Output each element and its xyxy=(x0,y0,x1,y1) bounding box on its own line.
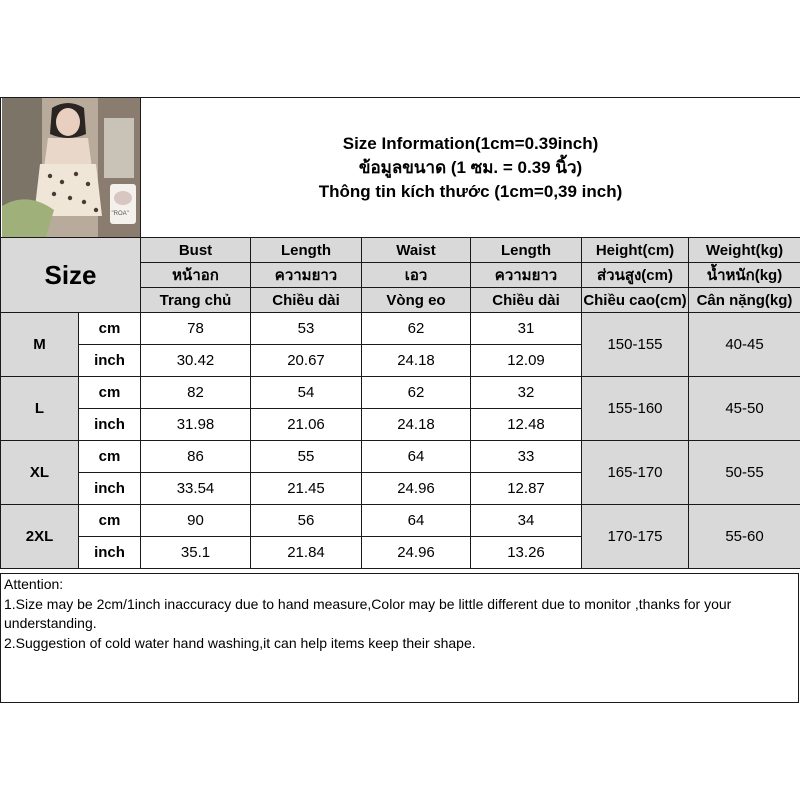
length-inch: 20.67 xyxy=(251,345,362,377)
size-table xyxy=(0,97,800,569)
unit-cm: cm xyxy=(79,505,141,537)
col-height-vi: Chiều cao(cm) xyxy=(582,288,689,313)
col-length-vi: Chiều dài xyxy=(251,288,362,313)
title-en: Size Information(1cm=0.39inch) xyxy=(342,133,599,153)
length-inch: 21.84 xyxy=(251,537,362,569)
size-name: M xyxy=(1,313,79,377)
length2-cm: 31 xyxy=(471,313,582,345)
waist-inch: 24.96 xyxy=(362,473,471,505)
col-waist-vi: Vòng eo xyxy=(362,288,471,313)
length-cm: 53 xyxy=(251,313,362,345)
col-weight-en: Weight(kg) xyxy=(689,238,800,263)
waist-cm: 64 xyxy=(362,505,471,537)
height-range: 150-155 xyxy=(582,313,689,377)
length-inch: 21.06 xyxy=(251,409,362,441)
col-height-en: Height(cm) xyxy=(582,238,689,263)
col-height-th: ส่วนสูง(cm) xyxy=(582,263,689,288)
col-bust-vi: Trang chủ xyxy=(141,288,251,313)
waist-cm: 62 xyxy=(362,377,471,409)
table-row xyxy=(1,505,800,537)
height-range: 165-170 xyxy=(582,441,689,505)
length2-inch: 12.48 xyxy=(471,409,582,441)
unit-cm: cm xyxy=(79,377,141,409)
size-name: 2XL xyxy=(1,505,79,569)
attention-notes xyxy=(0,573,799,703)
bust-cm: 90 xyxy=(141,505,251,537)
bust-cm: 82 xyxy=(141,377,251,409)
height-range: 170-175 xyxy=(582,505,689,569)
col-length2-en: Length xyxy=(471,238,582,263)
size-info-title xyxy=(141,98,800,238)
size-name: L xyxy=(1,377,79,441)
size-chart xyxy=(0,97,800,569)
col-bust-en: Bust xyxy=(141,238,251,263)
col-length-en: Length xyxy=(251,238,362,263)
table-row xyxy=(1,441,800,473)
title-vi: Thông tin kích thước (1cm=0,39 inch) xyxy=(318,181,623,201)
image-badge: "ROA" xyxy=(111,211,129,217)
length-cm: 56 xyxy=(251,505,362,537)
weight-range: 45-50 xyxy=(689,377,800,441)
unit-cm: cm xyxy=(79,313,141,345)
col-length-th: ความยาว xyxy=(251,263,362,288)
length2-inch: 13.26 xyxy=(471,537,582,569)
table-row xyxy=(1,313,800,345)
product-photo-cell xyxy=(1,98,141,238)
length2-cm: 34 xyxy=(471,505,582,537)
col-length2-th: ความยาว xyxy=(471,263,582,288)
col-weight-th: น้ำหนัก(kg) xyxy=(689,263,800,288)
unit-cm: cm xyxy=(79,441,141,473)
bust-inch: 33.54 xyxy=(141,473,251,505)
unit-inch: inch xyxy=(79,473,141,505)
table-row xyxy=(1,377,800,409)
note-item: 2.Suggestion of cold water hand washing,it can help items keep their shape. xyxy=(4,634,476,651)
weight-range: 50-55 xyxy=(689,441,800,505)
unit-inch: inch xyxy=(79,345,141,377)
col-waist-th: เอว xyxy=(362,263,471,288)
bust-inch: 35.1 xyxy=(141,537,251,569)
waist-inch: 24.96 xyxy=(362,537,471,569)
length2-cm: 33 xyxy=(471,441,582,473)
weight-range: 40-45 xyxy=(689,313,800,377)
length-cm: 55 xyxy=(251,441,362,473)
note-item: 1.Size may be 2cm/1inch inaccuracy due to hand measure,Color may be little different due to monitor ,thanks for your understanding. xyxy=(4,595,732,631)
col-bust-th: หน้าอก xyxy=(141,263,251,288)
length2-inch: 12.09 xyxy=(471,345,582,377)
length-cm: 54 xyxy=(251,377,362,409)
waist-cm: 64 xyxy=(362,441,471,473)
weight-range: 55-60 xyxy=(689,505,800,569)
bust-inch: 30.42 xyxy=(141,345,251,377)
bust-inch: 31.98 xyxy=(141,409,251,441)
waist-cm: 62 xyxy=(362,313,471,345)
col-length2-vi: Chiều dài xyxy=(471,288,582,313)
height-range: 155-160 xyxy=(582,377,689,441)
waist-inch: 24.18 xyxy=(362,345,471,377)
size-header: Size xyxy=(1,238,141,313)
product-photo xyxy=(2,98,140,237)
bust-cm: 86 xyxy=(141,441,251,473)
unit-inch: inch xyxy=(79,409,141,441)
size-name: XL xyxy=(1,441,79,505)
unit-inch: inch xyxy=(79,537,141,569)
title-th: ข้อมูลขนาด (1 ซม. = 0.39 นิ้ว) xyxy=(358,157,583,177)
waist-inch: 24.18 xyxy=(362,409,471,441)
col-weight-vi: Cân nặng(kg) xyxy=(689,288,800,313)
col-waist-en: Waist xyxy=(362,238,471,263)
length2-cm: 32 xyxy=(471,377,582,409)
bust-cm: 78 xyxy=(141,313,251,345)
notes-title: Attention: xyxy=(4,576,64,592)
length2-inch: 12.87 xyxy=(471,473,582,505)
length-inch: 21.45 xyxy=(251,473,362,505)
